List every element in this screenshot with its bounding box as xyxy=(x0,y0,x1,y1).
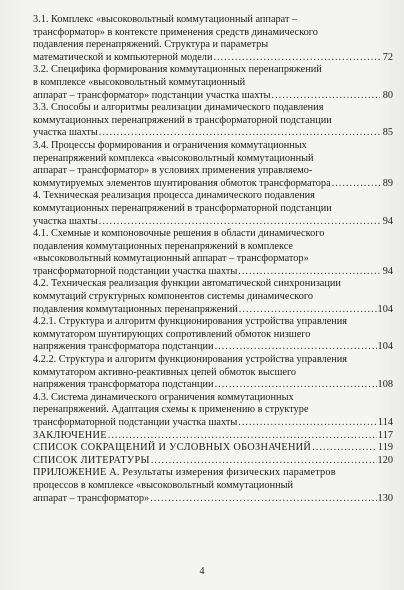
toc-entry xyxy=(33,14,393,64)
toc-page-number: 104 xyxy=(377,341,393,353)
toc-page-number: 94 xyxy=(382,265,393,277)
toc-entry-line: 4. Техническая реализация процесса динамического подавления xyxy=(33,190,315,202)
toc-entry-last-line xyxy=(33,455,393,468)
toc-entry xyxy=(33,64,393,102)
toc-entry xyxy=(33,392,393,430)
toc-entry-last-line xyxy=(33,52,393,65)
toc-page-number: 119 xyxy=(377,442,393,454)
toc-entry-last-line xyxy=(33,417,393,430)
toc-entry xyxy=(33,228,393,278)
dot-leader xyxy=(99,216,380,229)
dot-leader xyxy=(108,430,377,443)
toc-entry-line: 4.1. Схемные и компоновочные решения в области динамического xyxy=(33,228,325,240)
toc-entry-line: подавления коммутационных перенапряжений в комплексе xyxy=(33,240,293,252)
toc-page-number: 130 xyxy=(377,492,393,504)
toc-entry-last-line xyxy=(33,216,393,229)
toc-entry-line: ПРИЛОЖЕНИЕ А. Результаты измерения физических параметров xyxy=(33,467,336,479)
toc-entry-line: в комплексе «высоковольтный коммутационный xyxy=(33,76,246,88)
toc-entry-title: СПИСОК СОКРАЩЕНИЙ И УСЛОВНЫХ ОБОЗНАЧЕНИЙ xyxy=(33,442,312,454)
toc-entry-line: 4.3. Система динамического ограничения коммутационных xyxy=(33,391,294,403)
toc-entry-title: СПИСОК ЛИТЕРАТУРЫ xyxy=(33,454,150,466)
toc-entry-line: 3.2. Специфика формирования коммутационных перенапряжений xyxy=(33,64,322,76)
toc-page-number: 117 xyxy=(377,429,393,441)
toc-entry xyxy=(33,316,393,354)
toc-entry xyxy=(33,442,393,455)
toc-entry-last-line xyxy=(33,442,393,455)
toc-entry xyxy=(33,102,393,140)
dot-leader xyxy=(151,455,377,468)
toc-entry-last-line xyxy=(33,304,393,317)
dot-leader xyxy=(213,52,380,65)
toc-page-number: 108 xyxy=(377,379,393,391)
toc-page-number: 85 xyxy=(382,127,393,139)
toc-entry-line: коммутатором шунтирующих сопротивлений обмоток низшего xyxy=(33,328,311,340)
toc-entry-last-line xyxy=(33,341,393,354)
toc-entry-line: 4.2.1. Структура и алгоритм функционирования устройства управления xyxy=(33,316,348,328)
toc-entry xyxy=(33,278,393,316)
toc-entry-title: аппарат – трансформатор» подстанции участка шахты xyxy=(33,89,271,101)
toc-entry-title: ЗАКЛЮЧЕНИЕ xyxy=(33,429,107,441)
toc-entry xyxy=(33,140,393,190)
toc-entry-last-line xyxy=(33,266,393,279)
toc-entry-last-line xyxy=(33,493,393,506)
toc-entry-line: коммутаций структурных компонентов системы динамического xyxy=(33,291,314,303)
toc-entry xyxy=(33,455,393,468)
dot-leader xyxy=(215,379,377,392)
toc-entry-title: подавления коммутационных перенапряжений xyxy=(33,303,238,315)
toc-entry xyxy=(33,354,393,392)
toc-entry-title: аппарат – трансформатор» xyxy=(33,492,150,504)
toc-page-number: 114 xyxy=(377,417,393,428)
toc-entry-title: математической и компьютерной модели xyxy=(33,51,213,63)
toc-page-number: 104 xyxy=(377,303,393,315)
toc-entry-line: коммутатором активно-реактивных цепей обмоток высшего xyxy=(33,366,297,378)
toc-entry-line: подавления перенапряжений. Структура и параметры xyxy=(33,39,269,51)
toc-entry-title: трансформаторной подстанции участка шахты xyxy=(33,265,238,277)
toc-page-number: 89 xyxy=(382,177,393,189)
toc-entry-line: трансформатор» в контексте применения средств динамического xyxy=(33,26,318,38)
toc-page-number: 72 xyxy=(382,51,393,63)
page-number: 4 xyxy=(199,566,205,577)
dot-leader xyxy=(312,442,377,455)
toc-entry-last-line xyxy=(33,430,393,443)
toc-entry-last-line xyxy=(33,178,393,191)
toc-entry-title: участка шахты xyxy=(33,127,98,139)
toc-entry-line: коммутационных перенапряжений в трансформаторной подстанции xyxy=(33,114,332,126)
dot-leader xyxy=(150,493,376,506)
toc-entry-line: коммутационных перенапряжений в трансформаторной подстанции xyxy=(33,202,332,214)
dot-leader xyxy=(99,127,380,140)
dot-leader xyxy=(238,417,377,430)
toc-entry-title: участка шахты xyxy=(33,215,98,227)
toc-entry-line: «высоковольтный коммутационный аппарат – трансформатор» xyxy=(33,253,309,265)
dot-leader xyxy=(238,266,380,279)
toc-entry-title: напряжения трансформатора подстанции xyxy=(33,379,214,391)
toc-page-number: 94 xyxy=(382,215,393,227)
toc-entry-line: перенапряжений. Адаптация схемы к применению в структуре xyxy=(33,404,309,416)
toc-entry-title: напряжения трансформатора подстанции xyxy=(33,341,214,353)
toc-page-number: 80 xyxy=(382,89,393,101)
toc-entry-line: 3.4. Процессы формирования и ограничения коммутационных xyxy=(33,139,307,151)
dot-leader xyxy=(332,178,380,191)
toc-entry-last-line xyxy=(33,90,393,103)
toc-entry-line: 3.3. Способы и алгоритмы реализации динамического подавления xyxy=(33,102,324,114)
dot-leader xyxy=(215,341,377,354)
toc-entry xyxy=(33,467,393,505)
toc-entry-title: трансформаторной подстанции участка шахты xyxy=(33,417,238,428)
toc-entry-last-line xyxy=(33,379,393,392)
toc-entry-line: 3.1. Комплекс «высоковольтный коммутационный аппарат – xyxy=(33,14,298,25)
toc-entry-line: процессов в комплексе «высоковольтный коммутационный xyxy=(33,479,294,491)
toc-entry xyxy=(33,430,393,443)
toc-entry-line: перенапряжений комплекса «высоковольтный коммутационный xyxy=(33,152,314,164)
toc-page-number: 120 xyxy=(377,454,393,466)
dot-leader xyxy=(239,304,377,317)
toc-entry-title: коммутируемых элементов шунтирования обмоток трансформатора xyxy=(33,177,331,189)
table-of-contents xyxy=(33,14,393,505)
toc-entry xyxy=(33,190,393,228)
toc-entry-line: аппарат – трансформатор» в условиях применения управляемо- xyxy=(33,165,313,177)
toc-entry-last-line xyxy=(33,127,393,140)
dot-leader xyxy=(272,90,380,103)
toc-entry-line: 4.2. Техническая реализация функции автоматической синхронизации xyxy=(33,278,341,290)
toc-entry-line: 4.2.2. Структура и алгоритм функционирования устройства управления xyxy=(33,354,348,366)
